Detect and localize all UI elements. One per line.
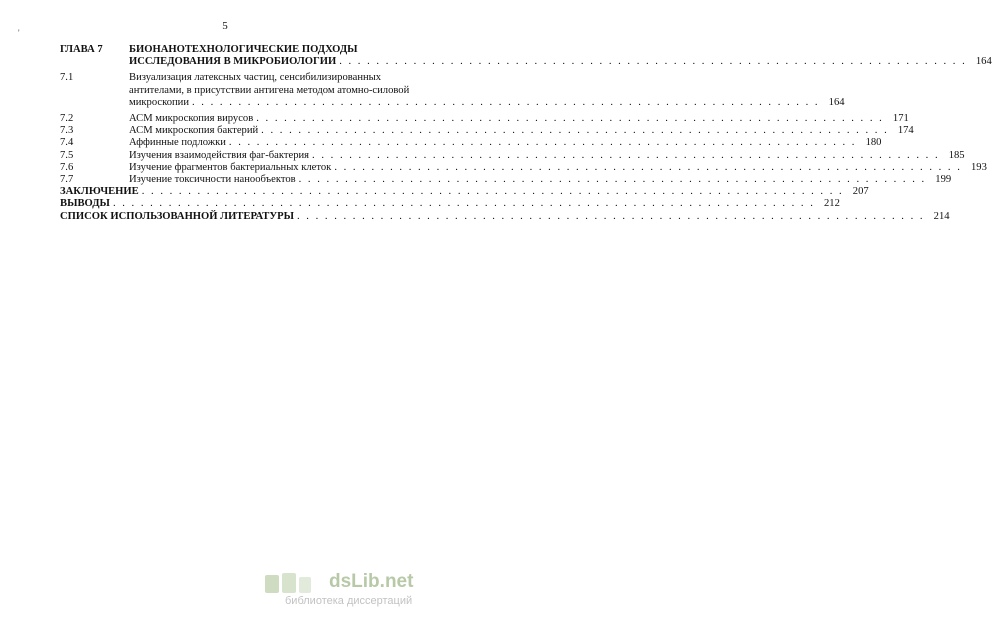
toc-item-number: 7.4 <box>60 137 74 149</box>
toc-page-number: 174 <box>897 125 914 137</box>
toc-page-number: 212 <box>823 198 840 210</box>
toc-page-number: 164 <box>975 56 992 68</box>
toc-item-number: 7.5 <box>60 149 74 161</box>
toc-leader-dots: . . . . . . . . . . . . . . . . . . . . . . . . . . . . . . . . . . . . . . . . . . . . . . . . . . . . . . . . . . . . . . . . . . . . <box>298 174 927 186</box>
toc-page-number: 199 <box>935 174 952 186</box>
toc-item-number: 7.2 <box>60 113 74 125</box>
toc-item-title-line-1: Визуализация латексных частиц, сенсибилизированных <box>129 72 382 84</box>
toc-item-7-6 <box>60 161 987 174</box>
toc-page-number: 171 <box>892 113 909 125</box>
toc-section-conclusion <box>60 186 869 198</box>
toc-item-7-1 <box>60 72 845 109</box>
toc-page-number: 193 <box>970 161 987 173</box>
toc-leader-dots: . . . . . . . . . . . . . . . . . . . . . . . . . . . . . . . . . . . . . . . . . . . . . . . . . . . . . . . . . . . . . . . . . . . . <box>228 137 857 149</box>
toc-item-title: АСМ микроскопия вирусов <box>129 113 254 125</box>
toc-item-7-7 <box>60 174 952 186</box>
watermark-name: dsLib.net <box>329 571 414 592</box>
dslib-logo-icon <box>263 571 333 597</box>
toc-item-title: Аффинные подложки <box>129 137 226 149</box>
table-of-contents <box>60 44 992 223</box>
toc-leader-dots: . . . . . . . . . . . . . . . . . . . . . . . . . . . . . . . . . . . . . . . . . . . . . . . . . . . . . . . . . . . . . . . . . . . . <box>334 161 962 173</box>
dslib-watermark <box>263 571 438 611</box>
toc-section-title: ВЫВОДЫ <box>60 198 110 210</box>
toc-leader-dots: . . . . . . . . . . . . . . . . . . . . . . . . . . . . . . . . . . . . . . . . . . . . . . . . . . . . . . . . . . . . . . . . . . . . <box>312 149 940 161</box>
toc-item-title: Изучение токсичности нанообъектов <box>129 174 296 186</box>
toc-section-title: СПИСОК ИСПОЛЬЗОВАННОЙ ЛИТЕРАТУРЫ <box>60 210 294 222</box>
toc-item-7-3 <box>60 125 914 137</box>
toc-leader-dots: . . . . . . . . . . . . . . . . . . . . . . . . . . . . . . . . . . . . . . . . . . . . . . . . . . . . . . . . . . . . . . . . . . . . <box>261 125 889 137</box>
toc-item-7-5 <box>60 149 965 162</box>
toc-item-number: 7.6 <box>60 161 74 173</box>
toc-leader-dots: . . . . . . . . . . . . . . . . . . . . . . . . . . . . . . . . . . . . . . . . . . . . . . . . . . . . . . . . . . . . . . . . . . . . . . . . . . . . <box>141 186 844 198</box>
toc-chapter-7 <box>60 44 992 68</box>
toc-section-title: ЗАКЛЮЧЕНИЕ <box>60 186 139 198</box>
toc-item-number: 7.3 <box>60 125 74 137</box>
page-number: 5 <box>222 20 228 32</box>
toc-item-number: 7.7 <box>60 174 74 186</box>
toc-item-title-line-3: микроскопии <box>129 96 189 108</box>
toc-chapter-title-line-2: ИССЛЕДОВАНИЯ В МИКРОБИОЛОГИИ <box>129 56 337 68</box>
toc-item-title: Изучения взаимодействия фаг-бактерия <box>129 149 310 161</box>
toc-chapter-title-line-1: БИОНАНОТЕХНОЛОГИЧЕСКИЕ ПОДХОДЫ <box>129 44 358 55</box>
toc-chapter-label: ГЛАВА 7 <box>60 44 103 55</box>
toc-page-number: 185 <box>948 149 965 161</box>
toc-item-title-line-2: антителами, в присутствии антигена методом атомно-силовой <box>129 84 410 96</box>
toc-page-number: 214 <box>933 210 950 222</box>
toc-item-title: Изучение фрагментов бактериальных клеток <box>129 161 332 173</box>
toc-page-number: 207 <box>852 186 869 198</box>
toc-item-7-2 <box>60 113 909 125</box>
watermark-tagline: библиотека диссертаций <box>285 595 413 607</box>
toc-item-number: 7.1 <box>60 72 74 84</box>
toc-page-number: 164 <box>828 96 845 108</box>
toc-leader-dots: . . . . . . . . . . . . . . . . . . . . . . . . . . . . . . . . . . . . . . . . . . . . . . . . . . . . . . . . . . . . . . . . . . . . <box>339 56 967 68</box>
toc-leader-dots: . . . . . . . . . . . . . . . . . . . . . . . . . . . . . . . . . . . . . . . . . . . . . . . . . . . . . . . . . . . . . . . . . . . . <box>297 210 925 222</box>
toc-leader-dots: . . . . . . . . . . . . . . . . . . . . . . . . . . . . . . . . . . . . . . . . . . . . . . . . . . . . . . . . . . . . . . . . . . . . <box>192 96 820 108</box>
margin-mark: ' <box>18 28 20 38</box>
toc-page-number: 180 <box>865 137 882 149</box>
toc-leader-dots: . . . . . . . . . . . . . . . . . . . . . . . . . . . . . . . . . . . . . . . . . . . . . . . . . . . . . . . . . . . . . . . . . . . . <box>256 113 884 125</box>
toc-leader-dots: . . . . . . . . . . . . . . . . . . . . . . . . . . . . . . . . . . . . . . . . . . . . . . . . . . . . . . . . . . . . . . . . . . . . . . . . . . . . <box>112 198 815 210</box>
toc-section-findings <box>60 198 840 210</box>
toc-item-title: АСМ микроскопия бактерий <box>129 125 259 137</box>
toc-section-references <box>60 210 950 223</box>
toc-item-7-4 <box>60 137 882 149</box>
